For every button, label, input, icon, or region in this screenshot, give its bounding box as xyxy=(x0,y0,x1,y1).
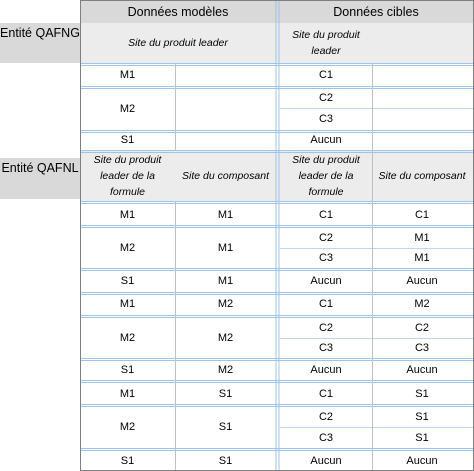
table-cell: C1 xyxy=(318,298,334,310)
subheader-site-produit-leader: Site du produit leader xyxy=(128,37,228,49)
table-cell: Aucun xyxy=(310,134,342,146)
table-cell: S1 xyxy=(120,454,135,467)
table-cell: S1 xyxy=(218,420,233,433)
header-donnees-modeles: Données modèles xyxy=(127,4,229,19)
table-cell: M1 xyxy=(119,209,136,221)
table-cell: S1 xyxy=(415,431,429,444)
table-cell: Aucun xyxy=(406,364,438,376)
table-cell: Aucun xyxy=(310,275,342,287)
table-cell: C2 xyxy=(414,322,430,334)
table-cell: C2 xyxy=(318,92,334,104)
table-cell: C1 xyxy=(318,209,334,221)
table-cell: C3 xyxy=(318,431,334,444)
table-cell: C3 xyxy=(414,342,430,354)
table-cell: M2 xyxy=(217,331,234,344)
table-cell: M2 xyxy=(119,102,136,115)
subheader-site-composant: Site du composant xyxy=(378,170,466,182)
table-cell: C3 xyxy=(318,342,334,354)
table-cell: Aucun xyxy=(406,454,438,467)
table-cell: S1 xyxy=(120,364,135,376)
table-cell: C1 xyxy=(414,209,430,221)
table-cell: S1 xyxy=(415,410,429,423)
table-cell: C2 xyxy=(318,232,334,244)
table-cell: Aucun xyxy=(406,275,438,287)
table-cell: M1 xyxy=(119,298,136,310)
table-cell: C2 xyxy=(318,322,334,334)
table-cell: M1 xyxy=(217,209,234,221)
table-cell: M1 xyxy=(414,232,430,244)
subheader-site-produit-leader-formule: Site du produit leader de la formule xyxy=(93,154,162,198)
table-cell: M2 xyxy=(414,298,430,310)
table-cell: C1 xyxy=(318,387,334,400)
table-cell: M2 xyxy=(119,241,136,254)
table-cell: M2 xyxy=(119,331,136,344)
table-cell: S1 xyxy=(218,454,233,467)
entity-label-qafng: Entité QAFNG xyxy=(0,23,80,63)
table-cell: S1 xyxy=(120,134,135,146)
table-cell: M2 xyxy=(217,298,234,310)
table-cell: C3 xyxy=(318,113,334,125)
table-cell: M1 xyxy=(119,69,136,81)
table-cell: M1 xyxy=(217,275,234,287)
table-cell: M2 xyxy=(119,420,136,433)
table-cell: M1 xyxy=(119,387,136,400)
table-cell: S1 xyxy=(120,275,135,287)
table-cell: M1 xyxy=(414,252,430,264)
table-cell: C1 xyxy=(318,69,334,81)
subheader-site-produit-leader-formule: Site du produit leader de la formule xyxy=(292,154,360,198)
table-cell: S1 xyxy=(415,387,429,400)
table-cell: S1 xyxy=(218,387,233,400)
table-cell: M2 xyxy=(217,364,234,376)
table-cell: C3 xyxy=(318,252,334,264)
entity-label-qafnl: Entité QAFNL xyxy=(0,158,80,199)
subheader-site-composant: Site du composant xyxy=(182,170,269,182)
table-cell: Aucun xyxy=(310,364,342,376)
subheader-site-produit-leader: Site du produit leader xyxy=(292,29,360,57)
table-cell: Aucun xyxy=(310,454,342,467)
table-cell: M1 xyxy=(217,241,234,254)
table-cell: C2 xyxy=(318,410,334,423)
header-donnees-cibles: Données cibles xyxy=(333,4,419,19)
